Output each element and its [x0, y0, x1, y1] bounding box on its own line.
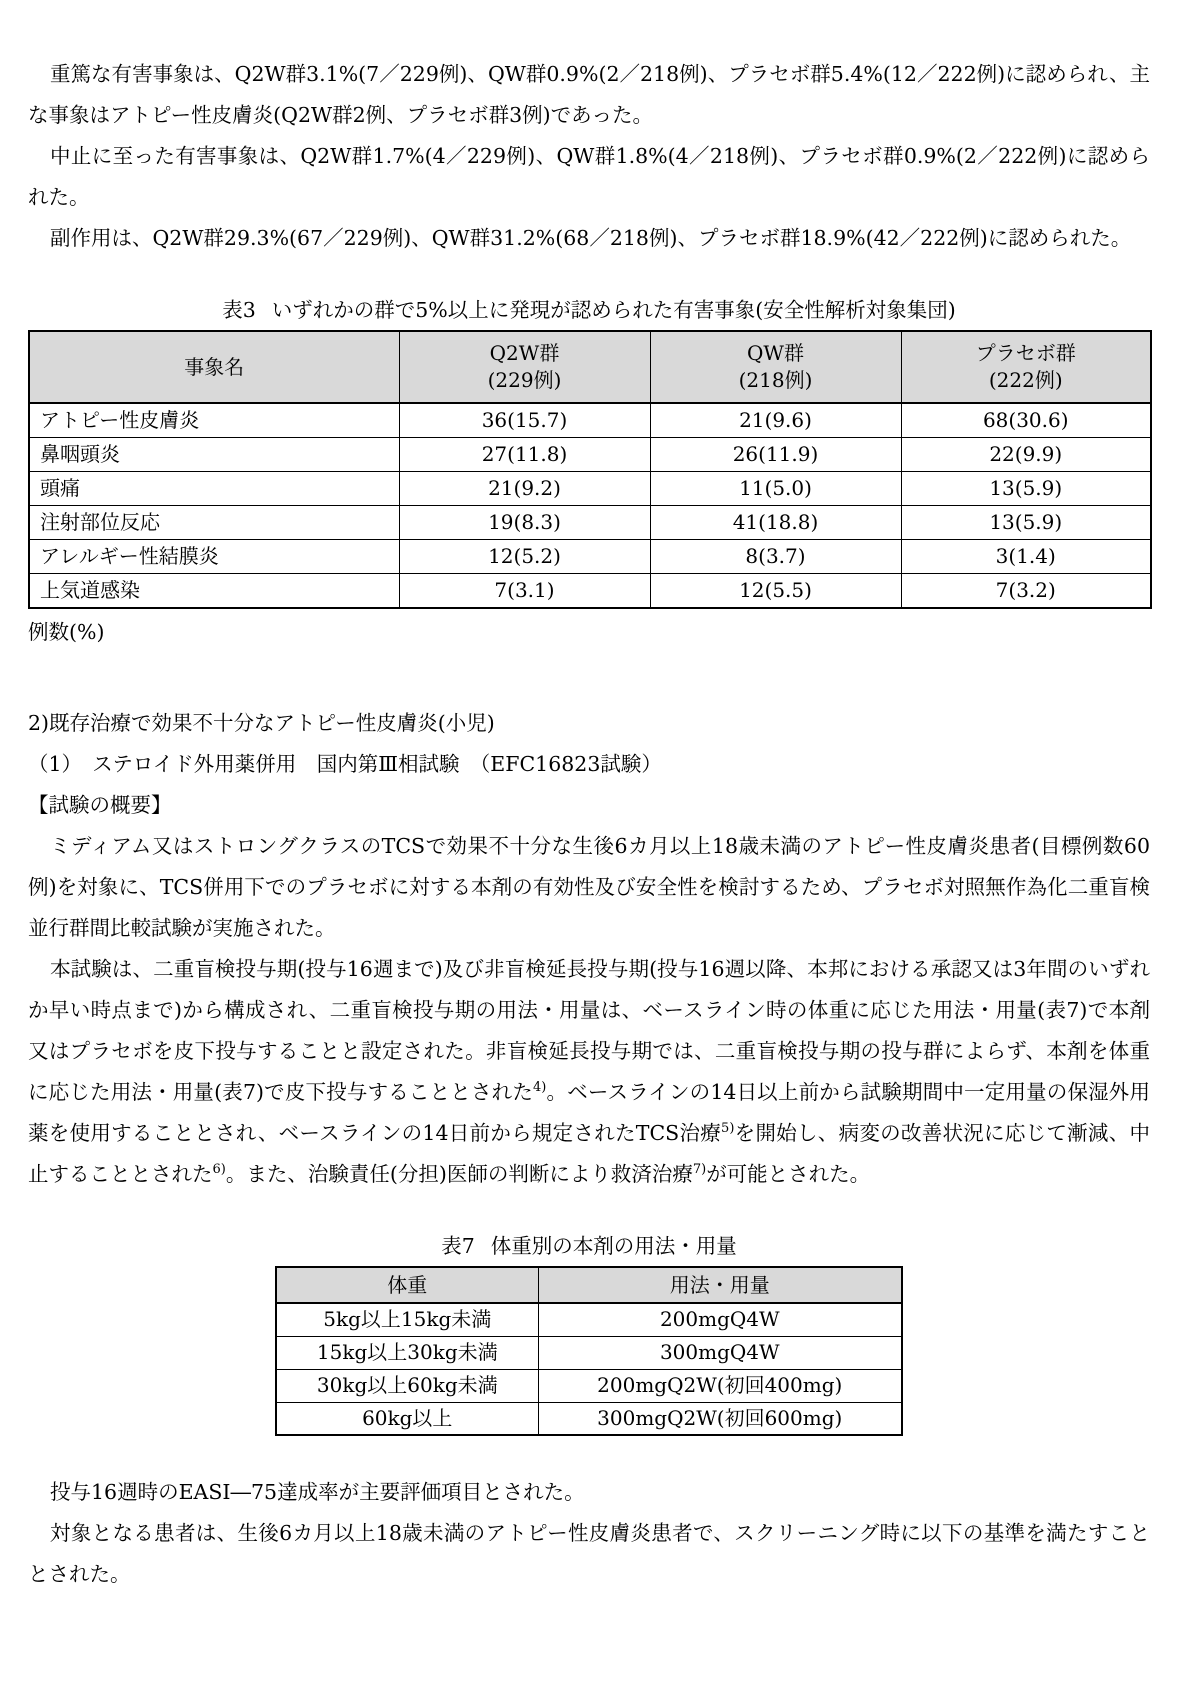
paragraph-study-structure — [28, 949, 1150, 1195]
header-line-2: (218例) — [738, 368, 813, 392]
adverse-events-table-body — [29, 403, 1151, 608]
header-line-2: (222例) — [988, 368, 1063, 392]
table3-footnote: 例数(%) — [28, 620, 105, 644]
table-row — [29, 472, 1151, 506]
cell-dosage: 300mgQ4W — [538, 1336, 902, 1369]
cell-event-name: 頭痛 — [29, 472, 399, 506]
cell-dosage: 200mgQ2W(初回400mg) — [538, 1369, 902, 1402]
cell-qw: 8(3.7) — [650, 540, 901, 574]
study-structure-text-b: 。ベースラインの14日以上前から試験期間中一定用量の保湿外用薬を使用することとされ、ベースラインの14日前から規定されたTCS治療 — [28, 1080, 1150, 1145]
cell-weight: 5kg以上15kg未満 — [276, 1303, 538, 1336]
dosage-table-body — [276, 1303, 902, 1435]
column-header-weight: 体重 — [276, 1267, 538, 1303]
top-margin-spacer — [28, 0, 1150, 54]
study-structure-text-e: が可能とされた。 — [706, 1162, 871, 1186]
spacer-before-table7 — [28, 1195, 1150, 1231]
table-row — [276, 1402, 902, 1435]
table3-caption-text: いずれかの群で5%以上に発現が認められた有害事象(安全性解析対象集団) — [271, 298, 956, 322]
cell-weight: 15kg以上30kg未満 — [276, 1336, 538, 1369]
study-structure-text-a: 本試験は、二重盲検投与期(投与16週まで)及び非盲検延長投与期(投与16週以降、本邦における承認又は3年間のいずれか早い時点まで)から構成され、二重盲検投与期の用法・用量は、ベースライン時の体重に応じた用法・用量(表7)で本剤又はプラセボを皮下投与することと設定された。非盲検延長投与期では、二重盲検投与期の投与群によらず、本剤を体重に応じた用法・用量(表7)で皮下投与することとされた — [28, 957, 1150, 1104]
adverse-events-table-head — [29, 331, 1151, 403]
table-row — [276, 1303, 902, 1336]
cell-qw: 26(11.9) — [650, 438, 901, 472]
column-header-dosage: 用法・用量 — [538, 1267, 902, 1303]
table3-caption-label: 表3 — [222, 298, 256, 322]
cell-dosage: 300mgQ2W(初回600mg) — [538, 1402, 902, 1435]
header-line-1: QW群 — [747, 341, 804, 365]
cell-event-name: 鼻咽頭炎 — [29, 438, 399, 472]
footnote-marker-7: 7) — [692, 1162, 707, 1178]
cell-placebo: 68(30.6) — [901, 403, 1151, 438]
paragraph-discontinuation-adverse-events: 中止に至った有害事象は、Q2W群1.7%(4／229例)、QW群1.8%(4／218例)、プラセボ群0.9%(2／222例)に認められた。 — [28, 144, 1150, 209]
table-row — [29, 438, 1151, 472]
cell-event-name: アトピー性皮膚炎 — [29, 403, 399, 438]
cell-placebo: 22(9.9) — [901, 438, 1151, 472]
cell-placebo: 13(5.9) — [901, 506, 1151, 540]
spacer-before-table3 — [28, 259, 1150, 295]
table3-caption — [28, 295, 1150, 325]
cell-q2w: 27(11.8) — [399, 438, 650, 472]
cell-q2w: 36(15.7) — [399, 403, 650, 438]
header-line-1: Q2W群 — [489, 341, 560, 365]
adverse-events-table — [28, 330, 1152, 609]
table-header-row — [276, 1267, 902, 1303]
table-row — [29, 403, 1151, 438]
header-line-1: プラセボ群 — [975, 341, 1076, 365]
paragraph-primary-endpoint: 投与16週時のEASI―75達成率が主要評価項目とされた。 — [50, 1480, 585, 1504]
header-line-2: (229例) — [487, 368, 562, 392]
cell-qw: 11(5.0) — [650, 472, 901, 506]
cell-qw: 21(9.6) — [650, 403, 901, 438]
dosage-by-weight-table — [275, 1266, 903, 1436]
section-heading: 2)既存治療で効果不十分なアトピー性皮膚炎(小児) — [28, 711, 495, 735]
cell-q2w: 21(9.2) — [399, 472, 650, 506]
column-header-q2w — [399, 331, 650, 403]
paragraph-serious-adverse-events: 重篤な有害事象は、Q2W群3.1%(7／229例)、QW群0.9%(2／218例)、プラセボ群5.4%(12／222例)に認められ、主な事象はアトピー性皮膚炎(Q2W群2例、プラセボ群3例)であった。 — [28, 62, 1150, 127]
cell-weight: 30kg以上60kg未満 — [276, 1369, 538, 1402]
table-row — [29, 574, 1151, 609]
section-subheading: （1） ステロイド外用薬併用 国内第Ⅲ相試験 （EFC16823試験） — [28, 752, 662, 776]
spacer-after-table7 — [28, 1436, 1150, 1472]
dosage-table-head — [276, 1267, 902, 1303]
table7-caption — [28, 1231, 1150, 1261]
table-row — [29, 540, 1151, 574]
cell-weight: 60kg以上 — [276, 1402, 538, 1435]
footnote-marker-5: 5) — [721, 1121, 735, 1137]
column-header-placebo — [901, 331, 1151, 403]
spacer-before-section — [28, 649, 1150, 703]
table-header-row — [29, 331, 1151, 403]
table-row — [29, 506, 1151, 540]
study-overview-label: 【試験の概要】 — [28, 793, 172, 817]
paragraph-eligibility-criteria: 対象となる患者は、生後6カ月以上18歳未満のアトピー性皮膚炎患者で、スクリーニング時に以下の基準を満たすこととされた。 — [28, 1521, 1150, 1586]
cell-qw: 12(5.5) — [650, 574, 901, 609]
cell-q2w: 19(8.3) — [399, 506, 650, 540]
header-line-1: 事象名 — [184, 354, 245, 379]
cell-q2w: 7(3.1) — [399, 574, 650, 609]
study-structure-text-d: 。また、治験責任(分担)医師の判断により救済治療 — [225, 1162, 693, 1186]
table7-caption-label: 表7 — [441, 1234, 475, 1258]
page-content — [28, 0, 1150, 1595]
footnote-marker-4: 4) — [533, 1080, 547, 1096]
cell-dosage: 200mgQ4W — [538, 1303, 902, 1336]
paragraph-adverse-drug-reactions: 副作用は、Q2W群29.3%(67／229例)、QW群31.2%(68／218例)、プラセボ群18.9%(42／222例)に認められた。 — [50, 226, 1132, 250]
column-header-event-name — [29, 331, 399, 403]
table-row — [276, 1336, 902, 1369]
table7-wrapper — [28, 1266, 1150, 1436]
footnote-marker-6: 6) — [212, 1162, 226, 1178]
column-header-qw — [650, 331, 901, 403]
table7-caption-text: 体重別の本剤の用法・用量 — [490, 1234, 737, 1258]
cell-placebo: 7(3.2) — [901, 574, 1151, 609]
cell-placebo: 13(5.9) — [901, 472, 1151, 506]
cell-placebo: 3(1.4) — [901, 540, 1151, 574]
cell-qw: 41(18.8) — [650, 506, 901, 540]
table-row — [276, 1369, 902, 1402]
cell-q2w: 12(5.2) — [399, 540, 650, 574]
cell-event-name: アレルギー性結膜炎 — [29, 540, 399, 574]
cell-event-name: 上気道感染 — [29, 574, 399, 609]
paragraph-study-design: ミディアム又はストロングクラスのTCSで効果不十分な生後6カ月以上18歳未満のアトピー性皮膚炎患者(目標例数60例)を対象に、TCS併用下でのプラセボに対する本剤の有効性及び安全性を検討するため、プラセボ対照無作為化二重盲検並行群間比較試験が実施された。 — [28, 834, 1150, 940]
cell-event-name: 注射部位反応 — [29, 506, 399, 540]
study-structure-text-c: を開始し、病変の改善状況に応じて漸減、中止することとされた — [28, 1121, 1150, 1186]
